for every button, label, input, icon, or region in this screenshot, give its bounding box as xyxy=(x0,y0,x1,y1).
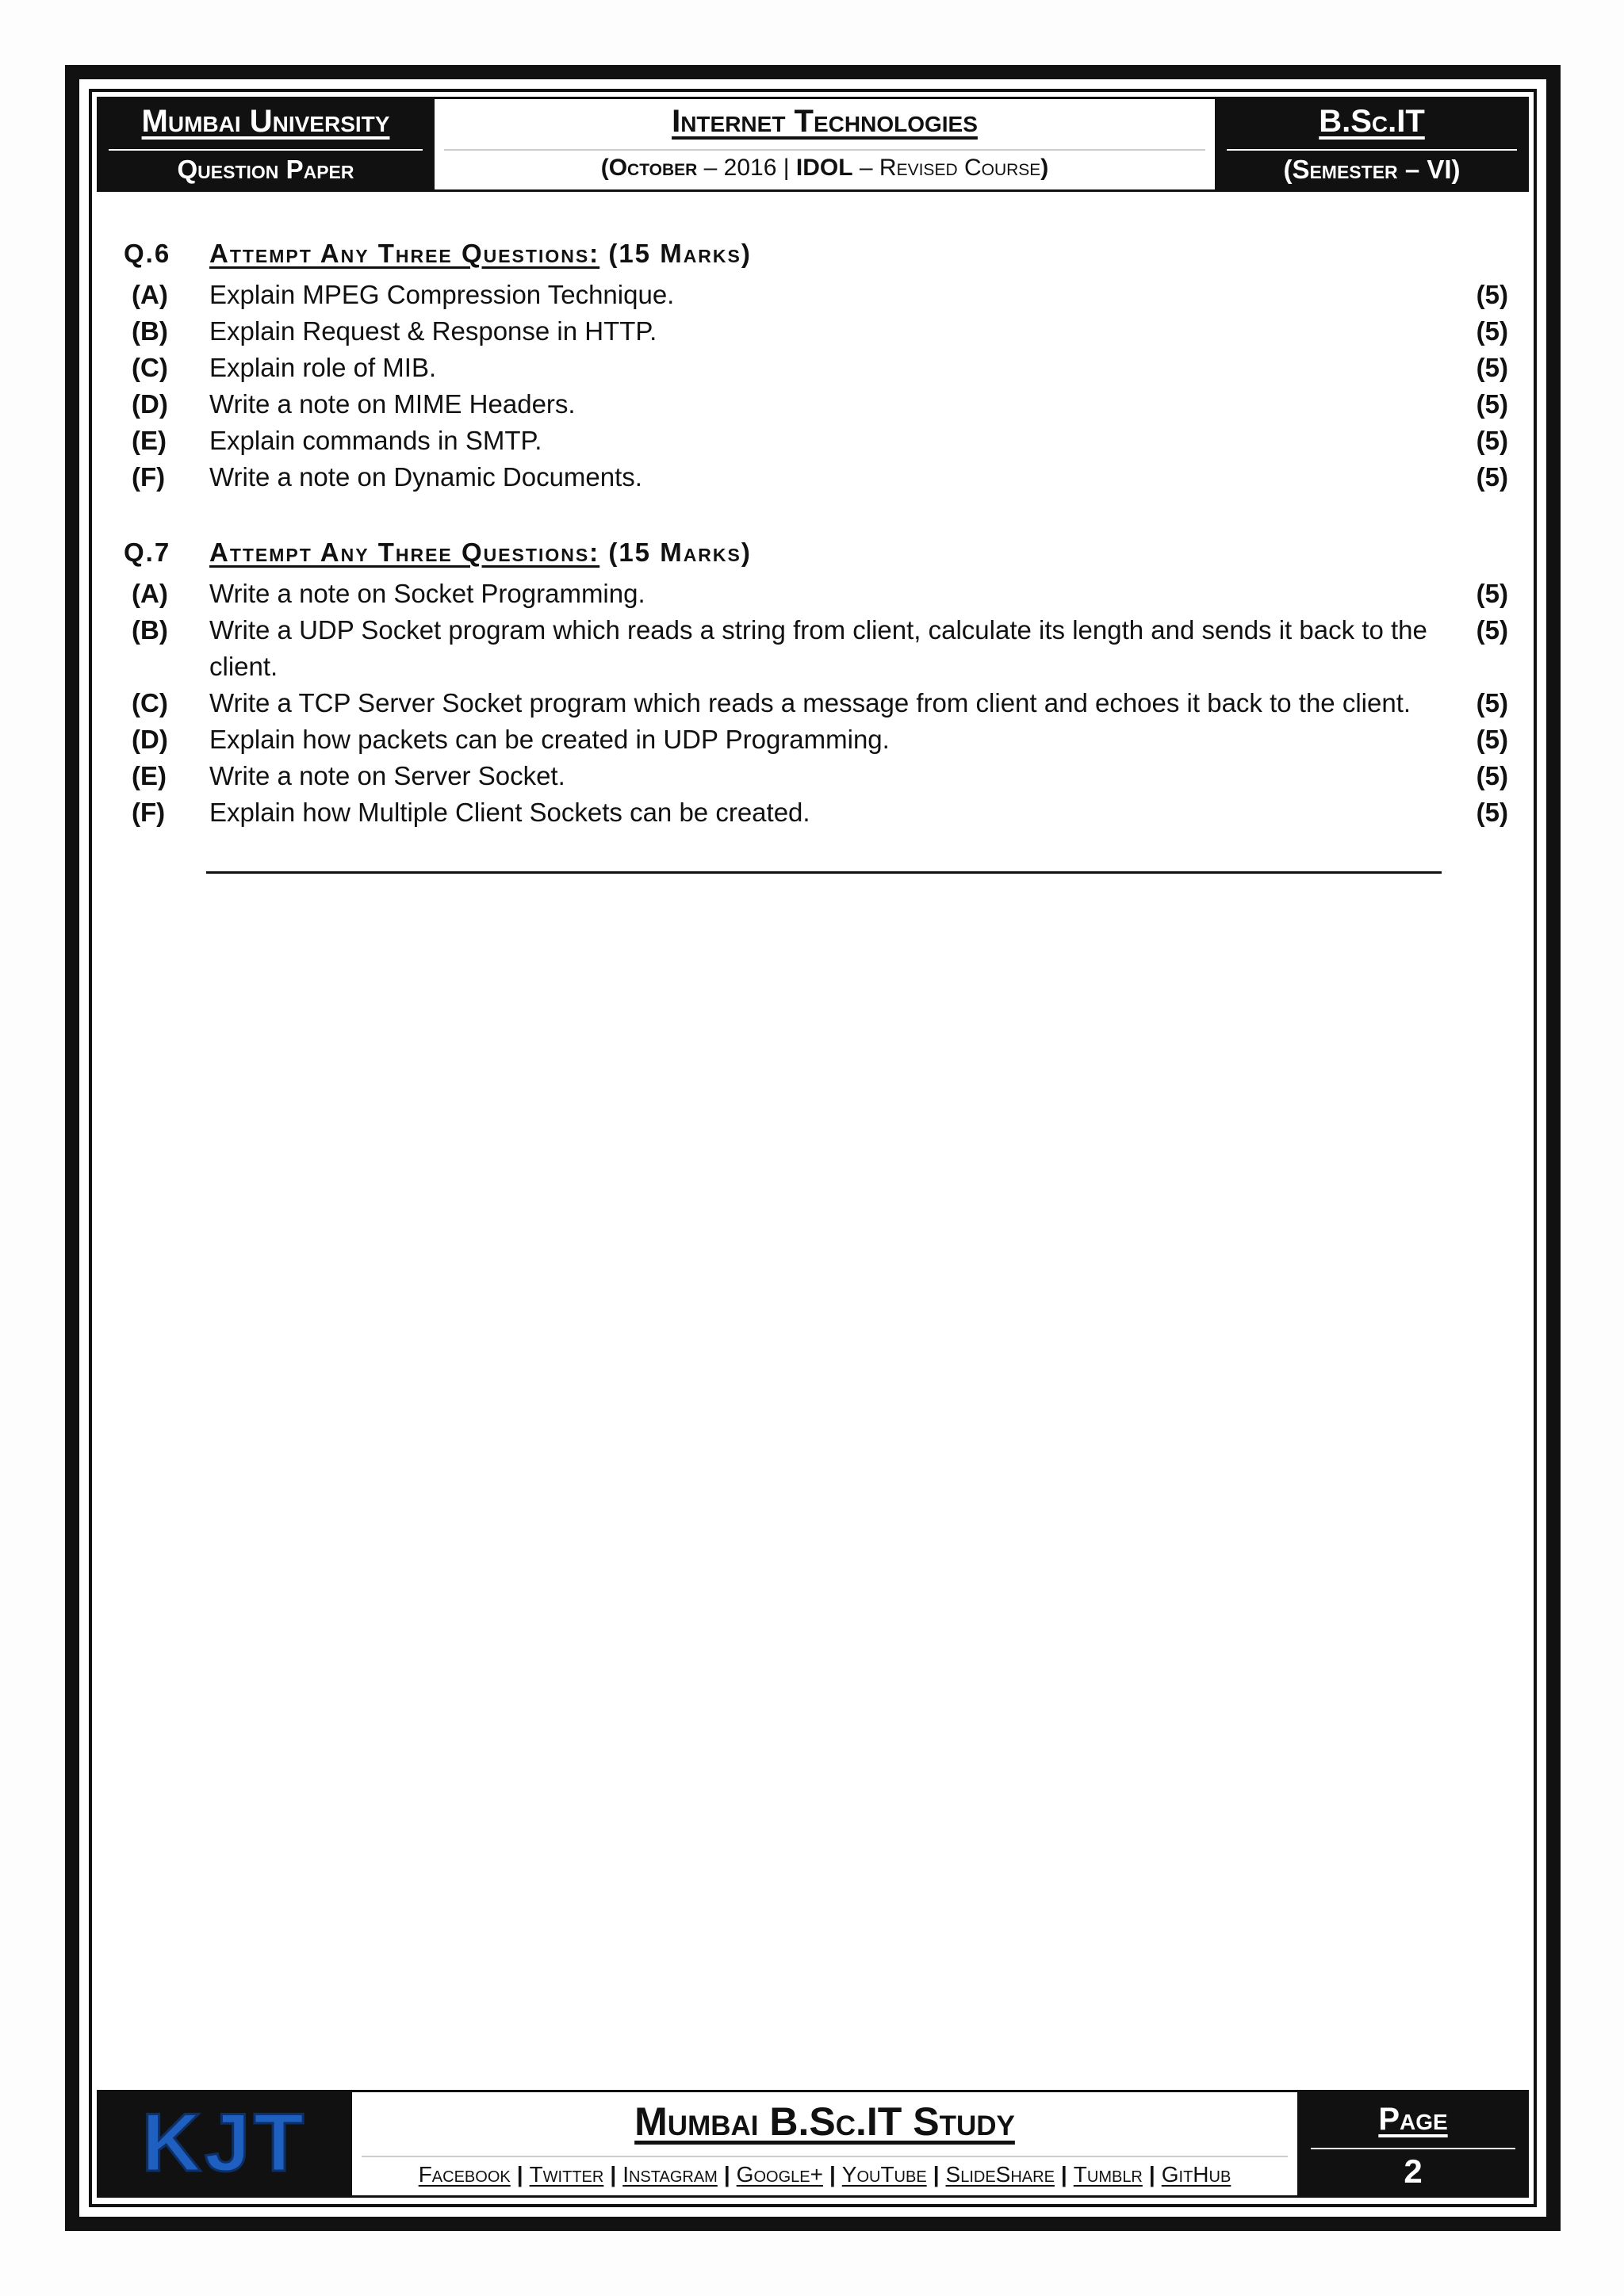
item-label: (C) xyxy=(132,353,168,382)
link-separator: | xyxy=(610,2162,617,2187)
question-block-q7 xyxy=(124,534,1508,831)
header-divider xyxy=(1227,149,1517,151)
item-label: (C) xyxy=(132,688,168,718)
question-instruction-text: Attempt Any Three Questions: xyxy=(209,538,600,567)
exam-month: October xyxy=(608,155,698,181)
question-item xyxy=(124,758,1508,794)
semester: (Semester – VI) xyxy=(1283,155,1461,184)
subject-title: Internet Technologies xyxy=(672,104,978,139)
item-text: Explain MPEG Compression Technique. xyxy=(209,280,675,309)
item-label: (B) xyxy=(132,615,168,645)
end-of-questions-rule xyxy=(206,871,1442,874)
item-marks: (5) xyxy=(1476,615,1508,645)
question-item xyxy=(124,459,1508,496)
page-number: 2 xyxy=(1404,2152,1423,2190)
question-item xyxy=(124,612,1508,685)
item-text: Write a note on Dynamic Documents. xyxy=(209,462,642,492)
link-separator: | xyxy=(723,2162,730,2187)
page-header xyxy=(97,97,1529,192)
link-separator: | xyxy=(829,2162,836,2187)
item-marks: (5) xyxy=(1476,389,1508,419)
link-separator: | xyxy=(516,2162,523,2187)
document-type: Question Paper xyxy=(177,155,354,184)
item-label: (A) xyxy=(132,579,168,608)
social-link-facebook[interactable]: Facebook xyxy=(418,2162,511,2187)
footer-title: Mumbai B.Sc.IT Study xyxy=(634,2099,1015,2144)
question-item xyxy=(124,350,1508,386)
question-heading xyxy=(124,534,1508,571)
link-separator: | xyxy=(933,2162,940,2187)
question-total-marks: (15 Marks) xyxy=(608,239,752,268)
question-instruction xyxy=(209,235,752,272)
social-link-twitter[interactable]: Twitter xyxy=(529,2162,604,2187)
exam-session-open-paren: ( xyxy=(600,155,609,181)
question-heading xyxy=(124,235,1508,272)
item-label: (E) xyxy=(132,761,167,790)
footer-page-cell xyxy=(1300,2092,1526,2195)
kjt-logo-mark xyxy=(117,2104,331,2183)
exam-session xyxy=(435,155,1215,182)
footer-divider xyxy=(362,2156,1288,2157)
question-item xyxy=(124,576,1508,612)
social-link-github[interactable]: GitHub xyxy=(1161,2162,1231,2187)
item-text: Explain Request & Response in HTTP. xyxy=(209,316,657,346)
item-label: (B) xyxy=(132,316,168,346)
header-right-cell xyxy=(1217,99,1526,189)
item-label: (F) xyxy=(132,798,166,827)
social-links xyxy=(352,2162,1297,2187)
header-middle-cell xyxy=(432,99,1217,189)
social-link-tumblr[interactable]: Tumblr xyxy=(1073,2162,1143,2187)
item-text: Write a note on MIME Headers. xyxy=(209,389,576,419)
university-name: Mumbai University xyxy=(141,104,390,139)
question-item xyxy=(124,423,1508,459)
item-label: (F) xyxy=(132,462,166,492)
item-label: (D) xyxy=(132,725,168,754)
item-text: Explain role of MIB. xyxy=(209,353,437,382)
item-marks: (5) xyxy=(1476,798,1508,827)
social-link-youtube[interactable]: YouTube xyxy=(841,2162,927,2187)
page-footer xyxy=(97,2090,1529,2198)
social-link-slideshare[interactable]: SlideShare xyxy=(945,2162,1055,2187)
link-separator: | xyxy=(1060,2162,1067,2187)
page-divider xyxy=(1311,2148,1515,2149)
item-label: (D) xyxy=(132,389,168,419)
question-item xyxy=(124,277,1508,313)
question-item xyxy=(124,721,1508,758)
item-text: Explain how Multiple Client Sockets can be created. xyxy=(209,798,810,827)
question-number: Q.6 xyxy=(124,239,171,268)
question-number: Q.7 xyxy=(124,538,171,567)
social-link-instagram[interactable]: Instagram xyxy=(622,2162,718,2187)
page-label: Page xyxy=(1378,2102,1448,2137)
item-label: (A) xyxy=(132,280,168,309)
kjt-logo-text: KJT xyxy=(141,2104,308,2183)
item-marks: (5) xyxy=(1476,426,1508,455)
item-marks: (5) xyxy=(1476,462,1508,492)
item-marks: (5) xyxy=(1476,316,1508,346)
item-marks: (5) xyxy=(1476,353,1508,382)
question-block-q6 xyxy=(124,235,1508,496)
footer-middle-cell xyxy=(350,2092,1300,2195)
exam-mode: IDOL xyxy=(795,155,853,181)
item-marks: (5) xyxy=(1476,761,1508,790)
item-text: Write a note on Socket Programming. xyxy=(209,579,645,608)
header-divider xyxy=(109,149,423,151)
kjt-logo xyxy=(99,2092,350,2195)
item-text: Write a UDP Socket program which reads a string from client, calculate its length and sends it back to the client. xyxy=(209,615,1427,681)
question-item xyxy=(124,313,1508,350)
question-item xyxy=(124,386,1508,423)
exam-year: – 2016 | xyxy=(697,155,796,181)
item-text: Explain how packets can be created in UDP Programming. xyxy=(209,725,890,754)
question-item xyxy=(124,794,1508,831)
exam-session-close-paren: ) xyxy=(1040,155,1049,181)
question-item xyxy=(124,685,1508,721)
exam-dash: – xyxy=(852,155,879,181)
course-name: B.Sc.IT xyxy=(1319,104,1425,139)
exam-course: Revised Course xyxy=(879,155,1041,181)
item-text: Write a TCP Server Socket program which reads a message from client and echoes it back to the client. xyxy=(209,688,1411,718)
question-total-marks: (15 Marks) xyxy=(608,538,752,567)
item-label: (E) xyxy=(132,426,167,455)
header-left-cell xyxy=(99,99,432,189)
item-marks: (5) xyxy=(1476,579,1508,608)
question-instruction xyxy=(209,534,752,571)
question-instruction-text: Attempt Any Three Questions: xyxy=(209,239,600,268)
item-marks: (5) xyxy=(1476,688,1508,718)
social-link-google[interactable]: Google+ xyxy=(736,2162,823,2187)
item-text: Write a note on Server Socket. xyxy=(209,761,565,790)
item-text: Explain commands in SMTP. xyxy=(209,426,542,455)
item-marks: (5) xyxy=(1476,725,1508,754)
item-marks: (5) xyxy=(1476,280,1508,309)
header-divider xyxy=(444,149,1205,151)
link-separator: | xyxy=(1148,2162,1155,2187)
